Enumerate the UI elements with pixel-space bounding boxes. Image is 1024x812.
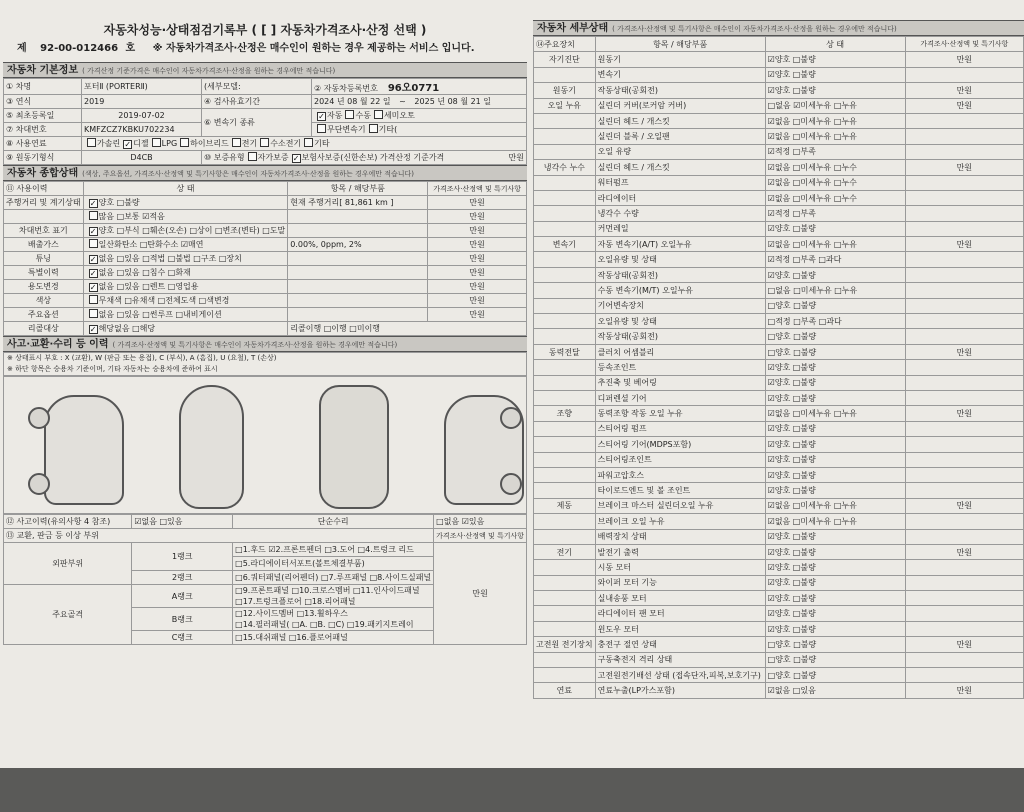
device-group [534,668,596,683]
item-name: 자동 변속기(A/T) 오일누유 [595,237,765,252]
device-group [534,113,596,128]
table-row: ✓ 양호 □불량 [83,196,288,210]
price-cell [905,421,1023,436]
item-name: 실린더 커버(로커암 커버) [595,98,765,113]
price-cell: 만원 [905,344,1023,359]
item-name: 실린더 블록 / 오일팬 [595,129,765,144]
accident-history: ☑없음 □있음 [132,515,233,529]
item-name: 수동 변속기(M/T) 오일누유 [595,283,765,298]
overall-col-3: 항목 / 해당부품 [288,182,428,196]
vin-label: ⑦ 차대번호 [4,123,82,137]
item-status: ☑적정 □부족 [765,206,905,221]
item-status: ☑양호 □불량 [765,452,905,467]
table-row: ✓ 없음 □있음 □침수 □화재 [83,266,288,280]
table-row [534,591,1024,606]
rank1-items: □1.후드 ☑2.프론트펜더 □3.도어 □4.트렁크 리드 [233,543,434,557]
item-status: □적정 □부족 □과다 [765,314,905,329]
table-row [534,314,1024,329]
table-row [534,252,1024,267]
price-cell [905,652,1023,667]
item-status: ☑양호 □불량 [765,267,905,282]
item-name: 윈도우 모터 [595,621,765,636]
item-name: 오일유량 및 상태 [595,314,765,329]
document-title: 자동차성능·상태점검기록부 ( [ ] 자동차가격조사·산정 선택 ) [103,23,427,37]
device-group [534,298,596,313]
item-status: □양호 □불량 [765,329,905,344]
table-row [534,206,1024,221]
item-name: 연료누출(LP가스포함) [595,683,765,698]
device-group [534,621,596,636]
device-group [534,606,596,621]
item-name: 구동축전지 격리 상태 [595,652,765,667]
item-name: 오일유량 및 상태 [595,252,765,267]
price-cell [905,591,1023,606]
table-row [534,621,1024,636]
item-status: ☑없음 □있음 [765,683,905,698]
basic-info-table [3,78,527,165]
item-status: □양호 □불량 [765,652,905,667]
price-cell [905,514,1023,529]
record-number: 92-00-012466 [40,43,119,54]
price-cell [905,175,1023,190]
price-cell [905,606,1023,621]
item-status: □없음 ☑미세누유 □누유 [765,98,905,113]
device-group [534,221,596,236]
price-cell [905,390,1023,405]
device-group [534,529,596,544]
price-cell [905,452,1023,467]
item-status: □양호 □불량 [765,344,905,359]
reg-number: 96오0771 [387,83,440,94]
item-name: 브레이크 오일 누유 [595,514,765,529]
overall-status-table: ⑪ 사용이력 상 태 항목 / 해당부품 가격조사·산정액 및 특기사항 주행거리 및 계기상태 ✓ 양호 □불량 현재 주행거리[ 81,861 km ] 만원 많음 □보통 ☑적음 만원 차대번호 표기 ✓ 양호 □부식 □훼손(오손) □상이 □변조(변타) □도말 만원 배출가스 일산화탄소 □탄화수소 ☑매연 0.00%, 0ppm, 2% 만원 튜닝 ✓ 없음 □있음 □적법 □불법 □구조 □장치 만원 특별이력 ✓ 없음 □있음 □침수 □화재 만원 용도변경 ✓ 없음 □있음 □렌트 □영업용 만원 색상 무채색 □유채색 □전체도색 □색변경 만원 주요옵션 없음 □있음 □썬루프 □내비게이션 만원 리콜대상 ✓ 해당없음 □해당 리콜이행 □이행 □미이행 [3,181,527,336]
table-row [534,652,1024,667]
table-row: 없음 □있음 □썬루프 □내비게이션 [83,308,288,322]
first-reg-date: 2019-07-02 [82,109,202,123]
device-group [534,329,596,344]
price-cell: 만원 [905,498,1023,513]
overall-col-4: 가격조사·산정액 및 특기사항 [428,182,527,196]
table-row [534,190,1024,205]
wheel-icon [28,407,50,429]
table-row [534,421,1024,436]
item-status: □양호 □불량 [765,637,905,652]
device-group: 전기 [534,544,596,559]
item-status: ☑양호 □불량 [765,621,905,636]
wheel-icon [28,473,50,495]
table-row: 일산화탄소 □탄화수소 ☑매연 [83,238,288,252]
warranty-cell: ⑩ 보증유형 자가보증✓ 보험사보증(신한손보) 가격산정 기준가격 만원 [202,151,527,165]
item-status: ☑양호 □불량 [765,67,905,82]
device-group [534,206,596,221]
table-row: 주행거리 및 계기상태 [4,196,84,210]
inspection-label: ④ 검사유효기간 [202,95,312,109]
item-name: 디퍼렌셜 기어 [595,390,765,405]
table-row [534,329,1024,344]
price-cell [905,437,1023,452]
item-status: ☑없음 □미세누유 □누유 [765,113,905,128]
price-cell [905,575,1023,590]
table-row [534,144,1024,159]
number-label: 제 [17,43,27,54]
outer-panel-label: 외판부위 [4,543,132,585]
device-group: 동력전달 [534,344,596,359]
item-name: 스티어링조인트 [595,452,765,467]
device-group [534,190,596,205]
item-status: ☑없음 □미세누유 □누유 [765,129,905,144]
item-status: ☑양호 □불량 [765,483,905,498]
overall-col-1: ⑪ 사용이력 [4,182,84,196]
table-row [534,221,1024,236]
table-row [534,637,1024,652]
price-cell: 만원 [905,683,1023,698]
device-group [534,575,596,590]
table-row: 무채색 □유채색 □전체도색 □색변경 [83,294,288,308]
table-row [534,467,1024,482]
reg-cell: ② 자동차등록번호 96오0771 [312,79,527,95]
item-status: ☑없음 □미세누유 □누수 [765,190,905,205]
price-cell: 만원 [905,52,1023,67]
price-cell [905,467,1023,482]
table-row [534,67,1024,82]
price-cell [905,560,1023,575]
price-cell [905,375,1023,390]
wheel-icon [500,473,522,495]
item-name: 실린더 헤드 / 개스킷 [595,160,765,175]
item-name: 파워고압호스 [595,467,765,482]
item-name: 작동상태(공회전) [595,267,765,282]
item-name: 타이로드엔드 및 볼 조인트 [595,483,765,498]
item-name: 와이퍼 모터 기능 [595,575,765,590]
item-name: 작동상태(공회전) [595,329,765,344]
item-status: ☑양호 □불량 [765,575,905,590]
item-name: 스티어링 기어(MDPS포함) [595,437,765,452]
device-group: 오일 누유 [534,98,596,113]
device-group: 자기진단 [534,52,596,67]
device-group [534,467,596,482]
item-status: ☑없음 □미세누유 □누수 [765,175,905,190]
device-group [534,652,596,667]
table-row [534,452,1024,467]
table-row [534,683,1024,698]
table-row [534,406,1024,421]
table-row [534,375,1024,390]
item-status: ☑양호 □불량 [765,375,905,390]
table-row [534,544,1024,559]
item-status: ☑양호 □불량 [765,52,905,67]
price-cell [905,483,1023,498]
table-row: 많음 □보통 ☑적음 [83,210,288,224]
price-cell: 만원 [905,237,1023,252]
item-status: ☑없음 □미세누유 □누유 [765,237,905,252]
model-year: 2019 [82,95,202,109]
device-group [534,283,596,298]
service-notice: ※ 자동차가격조사·산정은 매수인이 원하는 경우 제공하는 서비스 입니다. [152,43,475,54]
price-cell [905,144,1023,159]
device-group [534,421,596,436]
table-row: ✓ 해당없음 □해당 [83,322,288,336]
table-row [534,514,1024,529]
fuel-options: 가솔린✓ 디젤 LPG 하이브리드 전기 수소전기 기타 [82,137,527,151]
item-status: □양호 □불량 [765,298,905,313]
detail-status-table: ⑭주요장치 항목 / 해당부품 상 태 가격조사·산정액 및 특기사항 자기진단 원동기 ☑양호 □불량 만원 변속기 ☑양호 □불량 원동기 작동상태(공회전) ☑양호 □불량 만원 오일 누유 실린더 커버(로커암 커버) □없음 ☑미세누유 □누유 만원 실린더 헤드 / 개스킷 ☑없음 □미세누유 □누유 실린더 블록 / 오일팬 ☑없음 □미세누유 □누유 오일 유량 ☑적정 □부족 냉각수 누수 실린더 헤드 / 개스킷 ☑없음 □미세누유 □누수 만원 워터펌프 ☑없음 □미세누유 □누수 라디에이터 ☑없음 □미세누유 □누수 냉각수 수량 ☑적정 □부족 커먼레일 ☑양호 □불량 변속기 자동 변속기(A/T) 오일누유 ☑없음 □미세누유 □누유 만원 오일유량 및 상태 ☑적정 □부족 □과다 작동상태(공회전) ☑양호 □불량 수동 변속기(M/T) 오일누유 □없음 □미세누유 □누유 기어변속장치 □양호 □불량 오일유량 및 상태 □적정 □부족 □과다 작동상태(공회전) □양호 □불량 동력전달 클러치 어셈블리 □양호 □불량 만원 등속조인트 ☑양호 □불량 추진축 및 베어링 ☑양호 □불량 디퍼렌셜 기어 ☑양호 □불량 조향 동력조향 작동 오일 누유 ☑없음 □미세누유 □누유 만원 스티어링 펌프 ☑양호 □불량 스티어링 기어(MDPS포함) ☑양호 □불량 스티어링조인트 ☑양호 □불량 파워고압호스 ☑양호 □불량 타이로드엔드 및 볼 조인트 ☑양호 □불량 제동 브레이크 마스터 실린더오일 누유 ☑없음 □미세누유 □누유 만원 브레이크 오일 누유 ☑없음 □미세누유 □누유 배력장치 상태 ☑양호 □불량 전기 발전기 출력 ☑양호 □불량 만원 시동 모터 ☑양호 □불량 와이퍼 모터 기능 ☑양호 □불량 실내송풍 모터 ☑양호 □불량 라디에이터 팬 모터 ☑양호 □불량 윈도우 모터 ☑양호 □불량 고전원 전기장치 충전구 절연 상태 □양호 □불량 만원 구동축전지 격리 상태 □양호 □불량 고전원전기배선 상태 (접속단자,피복,보호기구) □양호 □불량 연료 연료누출(LP가스포함) ☑없음 □있음 만원 [533,36,1024,699]
item-status: ☑양호 □불량 [765,390,905,405]
item-name: 스티어링 펌프 [595,421,765,436]
transmission-options-2: 무단변속기 기타( [312,123,527,137]
table-row [534,437,1024,452]
left-column [3,62,527,812]
table-row [534,175,1024,190]
item-name: 시동 모터 [595,560,765,575]
table-row [534,529,1024,544]
item-status: ☑없음 □미세누유 □누수 [765,160,905,175]
model-label: (세부모델: [202,79,312,95]
device-group [534,252,596,267]
price-cell: 만원 [905,544,1023,559]
item-status: ☑양호 □불량 [765,606,905,621]
device-group: 원동기 [534,83,596,98]
item-name: 발전기 출력 [595,544,765,559]
item-status: ☑없음 □미세누유 □누유 [765,498,905,513]
device-group: 조향 [534,406,596,421]
price-cell: 만원 [905,406,1023,421]
right-column [533,20,1024,768]
price-cell [905,67,1023,82]
item-status: ☑없음 □미세누유 □누유 [765,406,905,421]
device-group [534,144,596,159]
table-row [534,129,1024,144]
item-name: 브레이크 마스터 실린더오일 누유 [595,498,765,513]
accident-legend: ※ 상태표시 부호 : X (교환), W (판금 또는 용접), C (부식), A (흠집), U (요철), T (손상) ※ 하단 항목은 승용차 기준이며, 기타 자동차는 승용차에 준하여 표시 [3,352,527,376]
engine-type: D4CB [82,151,202,165]
price-cell: 만원 [905,160,1023,175]
device-group [534,314,596,329]
table-row [534,298,1024,313]
device-group: 고전원 전기장치 [534,637,596,652]
table-row: ✓ 없음 □있음 □렌트 □영업용 [83,280,288,294]
price-cell [905,129,1023,144]
table-row [534,113,1024,128]
car-side-left-icon [44,395,124,505]
item-status: ☑양호 □불량 [765,544,905,559]
item-name: 고전원전기배선 상태 (접속단자,피복,보호기구) [595,668,765,683]
item-status: ☑없음 □미세누유 □누유 [765,514,905,529]
item-status: ☑적정 □부족 [765,144,905,159]
table-row: ✓ 양호 □부식 □훼손(오손) □상이 □변조(변타) □도말 [83,224,288,238]
item-name: 오일 유량 [595,144,765,159]
item-status: ☑양호 □불량 [765,560,905,575]
device-group [534,267,596,282]
accident-table: ⑫ 사고이력(유의사항 4 참조) ☑없음 □있음 단순수리 □없음 ☑있음 ⑬ 교환, 판금 등 이상 부위 가격조사·산정액 및 특기사항 외판부위 1랭크 □1.후드 ☑2.프론트펜더 □3.도어 □4.트렁크 리드 만원 □5.라디에이터서포트(볼트체결부품) 2랭크 □6.쿼터패널(리어펜더) □7.루프패널 □8.사이드실패널 주요골격 A랭크 □9.프론트패널 □10.크로스멤버 □11.인사이드패널 □17.트렁크플로어 □18.리어패널 B랭크 □12.사이드멤버 □13.휠하우스 □14.필러패널( □A. □B. □C) □19.패키지트레이 C랭크 □15.대쉬패널 □16.플로어패널 [3,514,527,645]
transmission-label: ⑥ 변속기 종류 [202,109,312,137]
price-cell [905,267,1023,282]
price-cell [905,621,1023,636]
device-group [534,437,596,452]
device-group: 냉각수 누수 [534,160,596,175]
number-suffix: 호 [125,43,136,54]
item-status: ☑양호 □불량 [765,529,905,544]
first-reg-label: ⑤ 최초등록일 [4,109,82,123]
device-group [534,390,596,405]
price-cell [905,190,1023,205]
item-name: 냉각수 수량 [595,206,765,221]
transmission-options: ✓자동 수동 세미오토 [312,109,527,123]
price-cell: 만원 [905,98,1023,113]
accident-history-header: 사고·교환·수리 등 이력 ( 가격조사·산정액 및 특기사항은 매수인이 자동차가격조사·산정을 원하는 경우에만 적습니다) [3,336,527,352]
table-row [534,52,1024,67]
table-row [534,560,1024,575]
item-name: 실내송풍 모터 [595,591,765,606]
item-status: ☑양호 □불량 [765,467,905,482]
device-group [534,483,596,498]
wheel-icon [500,407,522,429]
table-row [534,575,1024,590]
device-group [534,129,596,144]
table-row [534,237,1024,252]
item-status: ☑양호 □불량 [765,437,905,452]
price-cell [905,298,1023,313]
device-group: 변속기 [534,237,596,252]
device-group [534,560,596,575]
price-cell [905,206,1023,221]
item-status: ☑적정 □부족 □과다 [765,252,905,267]
item-status: ☑양호 □불량 [765,421,905,436]
device-group [534,360,596,375]
table-row [534,498,1024,513]
item-status: ☑양호 □불량 [765,591,905,606]
item-name: 배력장치 상태 [595,529,765,544]
car-frame-icon [319,385,389,509]
item-name: 라디에이터 [595,190,765,205]
price-cell [905,360,1023,375]
device-group [534,452,596,467]
main-frame-label: 주요골격 [4,585,132,645]
price-cell: 만원 [905,637,1023,652]
device-group [534,175,596,190]
item-name: 변속기 [595,67,765,82]
device-group [534,375,596,390]
table-row [534,344,1024,359]
detail-status-header: 자동차 세부상태 ( 가격조사·산정액 및 특기사항은 매수인이 자동차가격조사·산정을 원하는 경우에만 적습니다) [533,20,1024,36]
engine-label: ⑨ 원동기형식 [4,151,82,165]
item-status: ☑양호 □불량 [765,360,905,375]
price-cell [905,314,1023,329]
table-row [534,360,1024,375]
price-cell: 만원 [905,83,1023,98]
item-name: 클러치 어셈블리 [595,344,765,359]
car-top-icon [179,385,244,509]
item-name: 워터펌프 [595,175,765,190]
table-row: ✓ 없음 □있음 □적법 □불법 □구조 □장치 [83,252,288,266]
vehicle-damage-diagram [3,376,527,514]
price-cell [905,221,1023,236]
item-name: 커먼레일 [595,221,765,236]
car-name-label: ① 차명 [4,79,82,95]
table-row [534,83,1024,98]
fuel-label: ⑧ 사용연료 [4,137,82,151]
item-name: 등속조인트 [595,360,765,375]
device-group [534,591,596,606]
item-name: 기어변속장치 [595,298,765,313]
table-row [534,390,1024,405]
overall-col-2: 상 태 [83,182,288,196]
device-group [534,514,596,529]
table-row [534,483,1024,498]
table-row [534,668,1024,683]
table-row [534,160,1024,175]
device-group [534,67,596,82]
item-status: ☑양호 □불량 [765,221,905,236]
price-cell [905,113,1023,128]
car-name: 포터Ⅱ (PORTERⅡ) [82,79,202,95]
table-row [534,606,1024,621]
item-status: ☑양호 □불량 [765,83,905,98]
emission-values: 0.00%, 0ppm, 2% [288,238,428,252]
simple-repair: □없음 ☑있음 [434,515,527,529]
vin-number: KMFZCZ7KBKU702234 [82,123,202,137]
mileage: 현재 주행거리[ 81,861 km ] [288,196,428,210]
item-name: 원동기 [595,52,765,67]
item-status: □없음 □미세누유 □누유 [765,283,905,298]
device-group: 제동 [534,498,596,513]
table-row [534,267,1024,282]
price-cell [905,329,1023,344]
overall-status-header: 자동차 종합상태 (색상, 주요옵션, 가격조사·산정액 및 특기사항은 매수인이 자동차가격조사·산정을 원하는 경우에만 적습니다) [3,165,527,181]
item-name: 추진축 및 베어링 [595,375,765,390]
price-cell [905,283,1023,298]
year-label: ③ 연식 [4,95,82,109]
item-name: 충전구 절연 상태 [595,637,765,652]
basic-info-header: 자동차 기본정보 ( 가격산정 기준가격은 매수인이 자동차가격조사·산정을 원하는 경우에만 적습니다) [3,62,527,78]
item-name: 실린더 헤드 / 개스킷 [595,113,765,128]
inspection-period: 2024 년 08 월 22 일 ~ 2025 년 08 월 21 일 [312,95,527,109]
item-status: □양호 □불량 [765,668,905,683]
price-cell [905,529,1023,544]
item-name: 동력조향 작동 오일 누유 [595,406,765,421]
table-row [534,283,1024,298]
device-group: 연료 [534,683,596,698]
table-row [534,98,1024,113]
price-cell [905,252,1023,267]
document-number-line [3,40,527,58]
item-name: 작동상태(공회전) [595,83,765,98]
item-name: 라디에이터 팬 모터 [595,606,765,621]
price-cell [905,668,1023,683]
